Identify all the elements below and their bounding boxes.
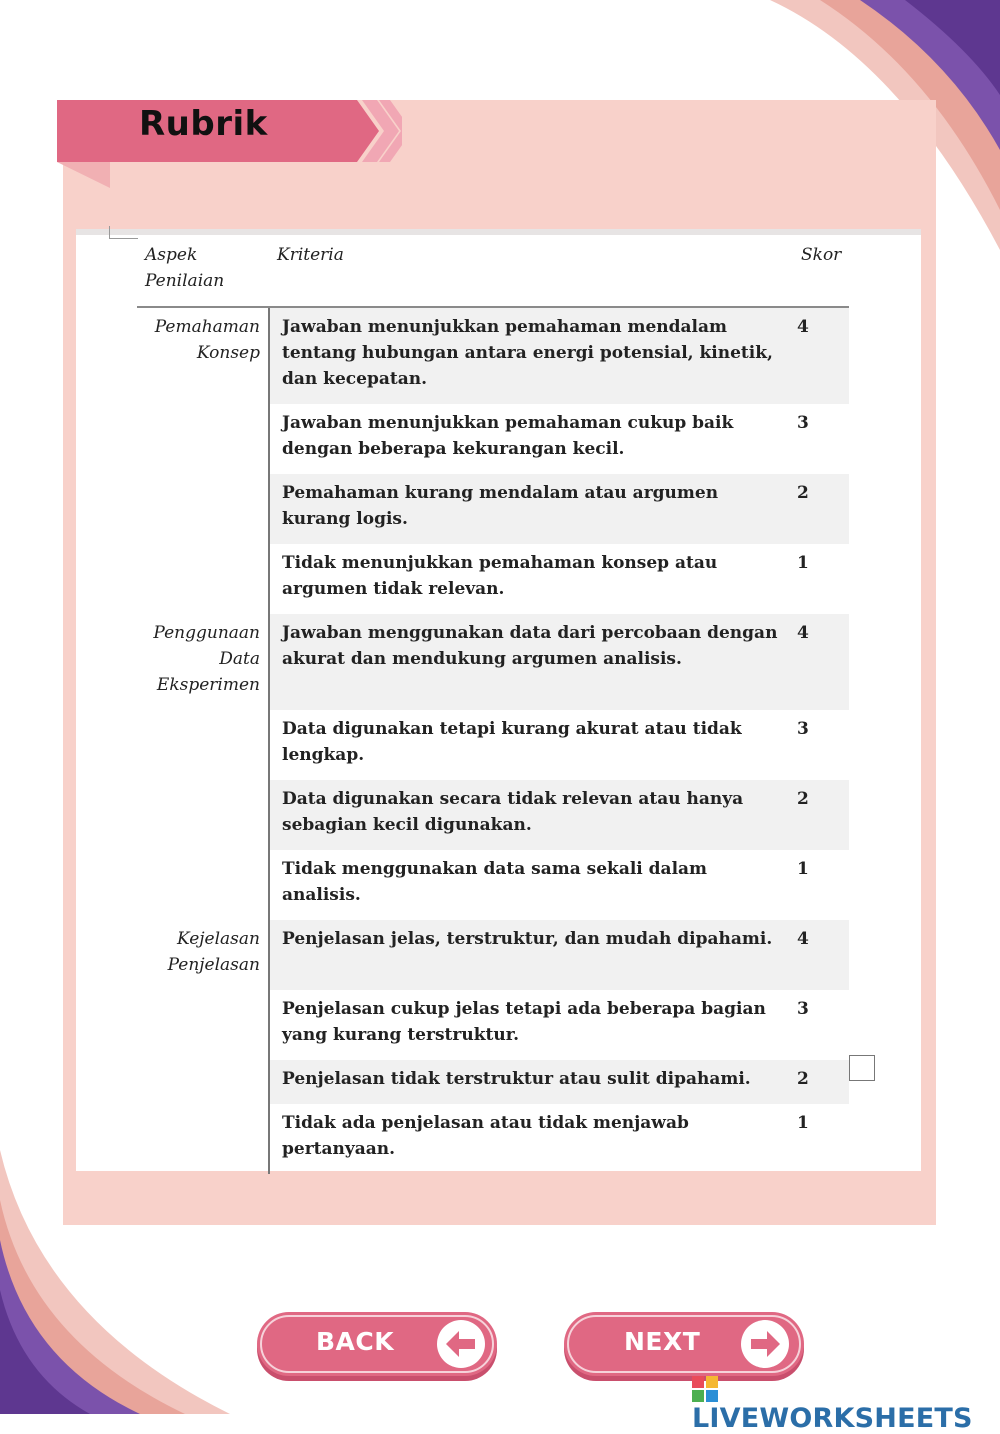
criteria-cell: Jawaban menunjukkan pemahaman mendalam tentang hubungan antara energi potensial, kinetik, dan kecepatan. xyxy=(269,307,793,404)
score-cell: 4 xyxy=(793,307,849,404)
page-title: Rubrik xyxy=(139,104,268,144)
header-aspect: Aspek Penilaian xyxy=(137,237,269,307)
brand-blocks-icon xyxy=(692,1376,718,1402)
answer-checkbox[interactable] xyxy=(849,1055,875,1081)
table-row xyxy=(137,780,849,850)
table-row xyxy=(137,710,849,780)
aspect-cell xyxy=(137,1060,269,1104)
score-cell: 3 xyxy=(797,999,809,1019)
score-cell: 2 xyxy=(793,474,849,544)
criteria-cell: Data digunakan tetapi kurang akurat atau tidak lengkap. xyxy=(282,719,742,765)
aspect-cell xyxy=(137,544,269,614)
next-button-label: NEXT xyxy=(624,1327,701,1356)
table-row xyxy=(137,1104,849,1174)
criteria-cell: Penjelasan cukup jelas tetapi ada beberapa bagian yang kurang terstruktur. xyxy=(282,999,766,1045)
table-row xyxy=(137,474,849,544)
back-button-label: BACK xyxy=(316,1327,395,1356)
score-cell: 1 xyxy=(797,1113,809,1133)
criteria-cell: Penjelasan jelas, terstruktur, dan mudah dipahami. xyxy=(269,920,793,990)
aspect-cell xyxy=(137,710,269,780)
score-cell: 4 xyxy=(793,614,849,710)
arrow-left-icon xyxy=(437,1320,485,1368)
aspect-cell: Penggunaan Data Eksperimen xyxy=(137,614,269,710)
aspect-cell: Kejelasan Penjelasan xyxy=(137,920,269,990)
criteria-cell: Penjelasan tidak terstruktur atau sulit dipahami. xyxy=(269,1060,793,1104)
aspect-cell xyxy=(137,850,269,920)
table-row xyxy=(137,614,849,710)
table-row xyxy=(137,404,849,474)
table-row xyxy=(137,544,849,614)
score-cell: 3 xyxy=(797,719,809,739)
aspect-cell xyxy=(137,474,269,544)
aspect-cell xyxy=(137,990,269,1060)
aspect-cell xyxy=(137,780,269,850)
criteria-cell: Jawaban menunjukkan pemahaman cukup baik dengan beberapa kekurangan kecil. xyxy=(282,413,734,459)
criteria-cell: Data digunakan secara tidak relevan atau hanya sebagian kecil digunakan. xyxy=(269,780,793,850)
criteria-cell: Pemahaman kurang mendalam atau argumen kurang logis. xyxy=(269,474,793,544)
criteria-cell: Tidak menggunakan data sama sekali dalam analisis. xyxy=(282,859,708,905)
brand-name: LIVEWORKSHEETS xyxy=(692,1403,973,1434)
criteria-cell: Tidak menunjukkan pemahaman konsep atau argumen tidak relevan. xyxy=(282,553,718,599)
aspect-cell xyxy=(137,404,269,474)
corner-mark xyxy=(109,226,138,239)
table-row xyxy=(137,990,849,1060)
next-button[interactable] xyxy=(564,1312,804,1376)
score-cell: 4 xyxy=(793,920,849,990)
header-score: Skor xyxy=(793,237,849,307)
criteria-cell: Jawaban menggunakan data dari percobaan dengan akurat dan mendukung argumen analisis. xyxy=(269,614,793,710)
table-row xyxy=(137,1060,849,1104)
arrow-right-icon xyxy=(741,1320,789,1368)
table-row xyxy=(137,920,849,990)
score-cell: 3 xyxy=(797,413,809,433)
table-row xyxy=(137,850,849,920)
score-cell: 2 xyxy=(793,780,849,850)
header-criteria: Kriteria xyxy=(269,237,793,307)
table-row xyxy=(137,307,849,404)
score-cell: 2 xyxy=(793,1060,849,1104)
criteria-cell: Tidak ada penjelasan atau tidak menjawab pertanyaan. xyxy=(282,1113,689,1159)
back-button[interactable] xyxy=(257,1312,497,1376)
liveworksheets-logo xyxy=(692,1372,1000,1434)
aspect-cell xyxy=(137,1104,269,1174)
table-header-row xyxy=(137,237,849,307)
aspect-cell: Pemahaman Konsep xyxy=(137,307,269,404)
score-cell: 1 xyxy=(797,859,809,879)
rubric-table xyxy=(137,237,849,1174)
score-cell: 1 xyxy=(797,553,809,573)
